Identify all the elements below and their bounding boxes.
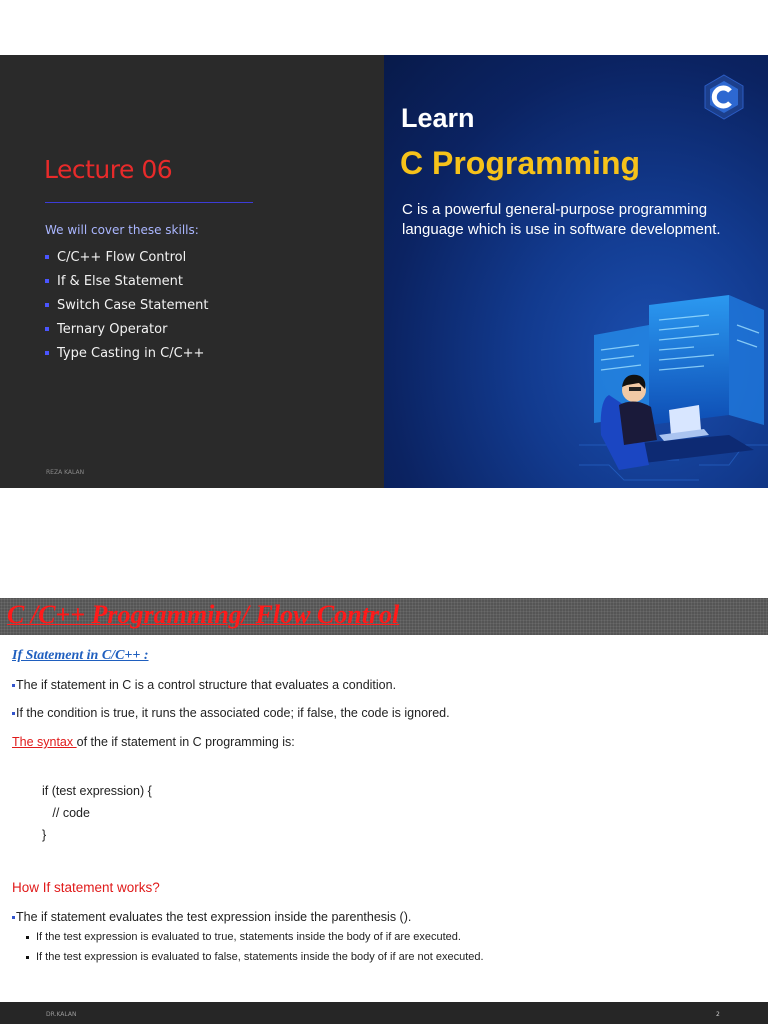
code-line: if (test expression) { xyxy=(42,784,152,798)
footer-author: DR.KALAN xyxy=(46,1011,77,1018)
bullet-icon xyxy=(12,684,15,687)
slide-author: REZA KALAN xyxy=(46,469,85,476)
c-language-logo-icon xyxy=(700,73,748,121)
bullet-icon xyxy=(45,279,49,283)
bullet-icon xyxy=(45,255,49,259)
slide-1 xyxy=(0,55,768,488)
lecture-title: Lecture 06 xyxy=(44,155,173,184)
code-line: // code xyxy=(42,806,90,820)
programmer-illustration-icon xyxy=(579,295,768,488)
slide-header-title: C /C++ Programming/ Flow Control xyxy=(7,600,400,629)
slide-footer xyxy=(0,1002,768,1024)
slide-1-text-panel xyxy=(0,55,384,488)
sub-bullet: If the test expression is evaluated to true, statements inside the body of if are executed. xyxy=(26,931,461,943)
bullet-icon xyxy=(45,327,49,331)
bullet-paragraph: The if statement evaluates the test expression inside the parenthesis (). xyxy=(12,910,411,924)
syntax-intro: The syntax of the if statement in C programming is: xyxy=(12,735,295,749)
bullet-paragraph: The if statement in C is a control structure that evaluates a condition. xyxy=(12,678,396,692)
bullet-icon xyxy=(26,936,29,939)
skills-list xyxy=(45,245,208,365)
bullet-icon xyxy=(12,712,15,715)
page-number: 2 xyxy=(716,1011,720,1018)
skill-item: If & Else Statement xyxy=(45,269,208,293)
banner-description: C is a powerful general-purpose programming language which is use in software development. xyxy=(402,201,721,238)
bullet-icon xyxy=(45,351,49,355)
skill-item: C/C++ Flow Control xyxy=(45,245,208,269)
banner-learn-text: Learn xyxy=(401,103,475,133)
slide-header-bar xyxy=(0,598,768,635)
bullet-icon xyxy=(26,956,29,959)
bullet-icon xyxy=(45,303,49,307)
slide-2 xyxy=(0,598,768,1024)
bullet-paragraph: If the condition is true, it runs the associated code; if false, the code is ignored. xyxy=(12,706,450,720)
bullet-icon xyxy=(12,916,15,919)
sub-bullet: If the test expression is evaluated to false, statements inside the body of if are not executed. xyxy=(26,951,484,963)
skill-item: Ternary Operator xyxy=(45,317,208,341)
skill-item: Switch Case Statement xyxy=(45,293,208,317)
skills-intro: We will cover these skills: xyxy=(45,223,199,237)
title-divider xyxy=(45,202,253,203)
section-heading: If Statement in C/C++ : xyxy=(12,648,149,663)
how-it-works-heading: How If statement works? xyxy=(12,880,160,895)
c-programming-banner xyxy=(384,55,768,488)
skill-item: Type Casting in C/C++ xyxy=(45,341,208,365)
banner-heading: C Programming xyxy=(400,145,641,181)
code-line: } xyxy=(42,828,47,842)
